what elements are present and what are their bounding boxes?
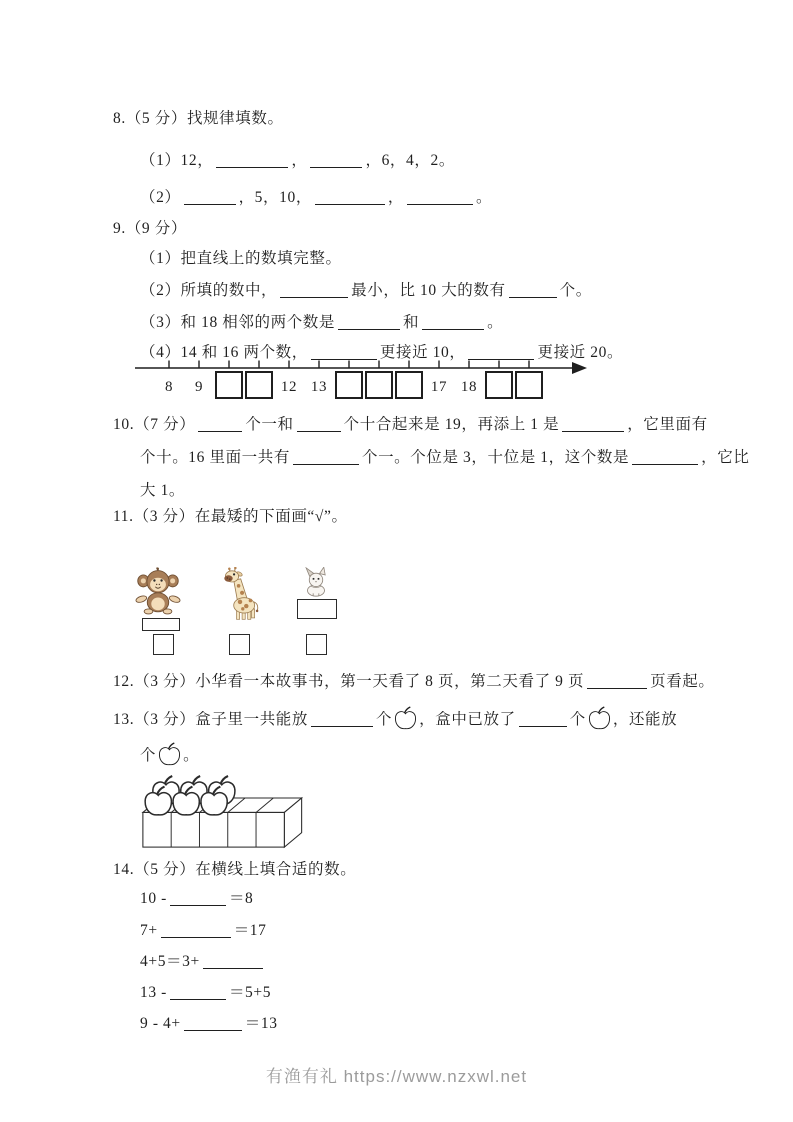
q13-line2 bbox=[113, 739, 733, 773]
answer-blank[interactable] bbox=[338, 315, 400, 330]
q9-item4-text-3: 更接近 20。 bbox=[537, 344, 624, 361]
apple-icon bbox=[588, 705, 611, 731]
monkey-icon bbox=[135, 567, 181, 617]
answer-blank[interactable] bbox=[562, 417, 624, 432]
answer-blank[interactable] bbox=[407, 190, 473, 205]
numberline-label: 13 bbox=[310, 379, 328, 395]
q14-equation-1 bbox=[113, 886, 733, 912]
q13-text-2: 个 bbox=[376, 711, 393, 728]
answer-blank[interactable] bbox=[519, 712, 567, 727]
numberline-label: 8 bbox=[164, 379, 174, 395]
answer-blank[interactable] bbox=[161, 923, 231, 938]
numberline-answer-box[interactable] bbox=[246, 372, 272, 398]
numberline-label: 18 bbox=[460, 379, 478, 395]
answer-blank[interactable] bbox=[632, 450, 698, 465]
q9-item3-text-2: 和 bbox=[403, 314, 420, 331]
q12-text-2: 页看起。 bbox=[650, 673, 715, 690]
answer-blank[interactable] bbox=[216, 153, 288, 168]
equation-pre: 13 - bbox=[140, 984, 167, 1001]
q10-text-3: 个十合起来是 19，再添上 1 是 bbox=[343, 416, 560, 433]
q13-text-1: 13.（3 分）盒子里一共能放 bbox=[113, 711, 309, 728]
answer-blank[interactable] bbox=[310, 153, 362, 168]
q12-text-1: 12.（3 分）小华看一本故事书，第一天看了 8 页，第二天看了 9 页 bbox=[113, 673, 585, 690]
q14-equation-2 bbox=[113, 918, 733, 944]
numberline-label: 12 bbox=[280, 379, 298, 395]
monkey-answer-checkbox[interactable] bbox=[153, 634, 174, 655]
q9-header-text: 9.（9 分） bbox=[113, 220, 187, 237]
q8-item2-text-1: （2） bbox=[140, 189, 181, 206]
q13-text-5: ，还能放 bbox=[612, 711, 678, 728]
answer-blank[interactable] bbox=[184, 1016, 242, 1031]
q13-line1 bbox=[113, 703, 733, 737]
answer-blank[interactable] bbox=[184, 190, 236, 205]
q8-item1-text-3: ，6，4，2。 bbox=[365, 152, 455, 169]
answer-blank[interactable] bbox=[297, 417, 341, 432]
rabbit-answer-checkbox[interactable] bbox=[306, 634, 327, 655]
answer-blank[interactable] bbox=[315, 190, 385, 205]
apple-icon bbox=[158, 741, 181, 767]
q10-text-1: 10.（7 分） bbox=[113, 416, 196, 433]
answer-blank[interactable] bbox=[293, 450, 359, 465]
numberline-answer-box[interactable] bbox=[366, 372, 392, 398]
q9-item3-text-3: 。 bbox=[487, 314, 504, 331]
equation-pre: 4+5＝3+ bbox=[140, 953, 200, 970]
q10-text-8: 大 1。 bbox=[140, 482, 186, 499]
answer-blank[interactable] bbox=[587, 674, 647, 689]
q13-text-4: 个 bbox=[569, 711, 586, 728]
q9-item2-text-1: （2）所填的数中， bbox=[140, 282, 278, 299]
q9-item1-text: （1）把直线上的数填完整。 bbox=[140, 250, 342, 267]
q10-text-7: ，它比 bbox=[701, 449, 750, 466]
tray-front-face bbox=[143, 812, 284, 847]
numberline-answer-box[interactable] bbox=[216, 372, 242, 398]
q8-header bbox=[113, 106, 733, 132]
height-comparison-scene bbox=[113, 558, 733, 655]
q10-text-5: 个十。16 里面一共有 bbox=[140, 449, 290, 466]
q8-item2-text-2: ，5，10， bbox=[238, 189, 312, 206]
answer-blank[interactable] bbox=[198, 417, 242, 432]
q11-header-text: 11.（3 分）在最矮的下面画“√”。 bbox=[113, 508, 348, 525]
q9-item4-text-1: （4）14 和 16 两个数， bbox=[140, 344, 308, 361]
q8-item2 bbox=[113, 185, 733, 211]
q9-item1 bbox=[113, 246, 733, 272]
q9-item3 bbox=[113, 310, 733, 336]
q14-equation-4 bbox=[113, 980, 733, 1006]
equation-post: ＝13 bbox=[244, 1015, 278, 1032]
q9-item4-text-2: 更接近 10， bbox=[379, 344, 466, 361]
q14-equation-3 bbox=[113, 949, 733, 975]
q13-text-6: 个 bbox=[140, 747, 157, 764]
equation-post: ＝8 bbox=[228, 890, 254, 907]
monkey-pedestal bbox=[142, 618, 180, 631]
q8-item1-text-1: （1）12， bbox=[140, 152, 214, 169]
q14-header bbox=[113, 857, 733, 883]
equation-pre: 7+ bbox=[140, 922, 158, 939]
rabbit-icon bbox=[299, 567, 333, 597]
answer-blank[interactable] bbox=[468, 345, 534, 360]
q10-line1 bbox=[113, 412, 733, 438]
q10-line2 bbox=[113, 445, 750, 471]
q9-item2-text-3: 个。 bbox=[559, 282, 592, 299]
rabbit-pedestal bbox=[297, 599, 337, 619]
q8-item1-text-2: ， bbox=[291, 152, 308, 169]
answer-blank[interactable] bbox=[311, 345, 377, 360]
footer-watermark: 有渔有礼 https://www.nzxwl.net bbox=[265, 1067, 528, 1086]
q8-item1 bbox=[113, 148, 733, 174]
answer-blank[interactable] bbox=[280, 283, 348, 298]
answer-blank[interactable] bbox=[203, 954, 263, 969]
q9-item4 bbox=[113, 340, 733, 366]
q9-item3-text-1: （3）和 18 相邻的两个数是 bbox=[140, 314, 336, 331]
answer-blank[interactable] bbox=[422, 315, 484, 330]
q11-header bbox=[113, 504, 733, 530]
q8-item2-text-3: ， bbox=[387, 189, 405, 206]
q9-item2-text-2: 最小，比 10 大的数有 bbox=[351, 282, 506, 299]
equation-pre: 9 - 4+ bbox=[140, 1015, 181, 1032]
equation-post: ＝5+5 bbox=[228, 984, 272, 1001]
q8-item2-text-4: 。 bbox=[476, 189, 493, 206]
numberline-answer-box[interactable] bbox=[516, 372, 542, 398]
q9-item2 bbox=[113, 278, 733, 304]
numberline-label: 9 bbox=[194, 379, 204, 395]
answer-blank[interactable] bbox=[311, 712, 373, 727]
q14-equation-5 bbox=[113, 1011, 733, 1037]
giraffe-icon bbox=[221, 567, 259, 620]
q10-text-6: 个一。个位是 3，十位是 1，这个数是 bbox=[361, 449, 630, 466]
equation-post: ＝17 bbox=[233, 922, 267, 939]
q13-text-7: 。 bbox=[183, 747, 200, 764]
answer-blank[interactable] bbox=[509, 283, 557, 298]
q12-line bbox=[113, 669, 733, 695]
q8-header-text: 8.（5 分）找规律填数。 bbox=[113, 110, 284, 127]
numberline-label: 17 bbox=[430, 379, 448, 395]
q9-header bbox=[113, 216, 733, 242]
q10-text-2: 个一和 bbox=[245, 416, 294, 433]
q13-text-3: ，盒中已放了 bbox=[419, 711, 516, 728]
answer-blank[interactable] bbox=[170, 985, 226, 1000]
apple-icon bbox=[394, 705, 417, 731]
numberline-answer-box[interactable] bbox=[336, 372, 362, 398]
apple-tray-illustration bbox=[140, 773, 318, 850]
giraffe-answer-checkbox[interactable] bbox=[229, 634, 250, 655]
q14-header-text: 14.（5 分）在横线上填合适的数。 bbox=[113, 861, 357, 878]
numberline-answer-box[interactable] bbox=[486, 372, 512, 398]
answer-blank[interactable] bbox=[170, 891, 226, 906]
equation-pre: 10 - bbox=[140, 890, 167, 907]
q10-text-4: ，它里面有 bbox=[627, 416, 708, 433]
numberline-answer-box[interactable] bbox=[396, 372, 422, 398]
q10-line3 bbox=[113, 478, 733, 504]
